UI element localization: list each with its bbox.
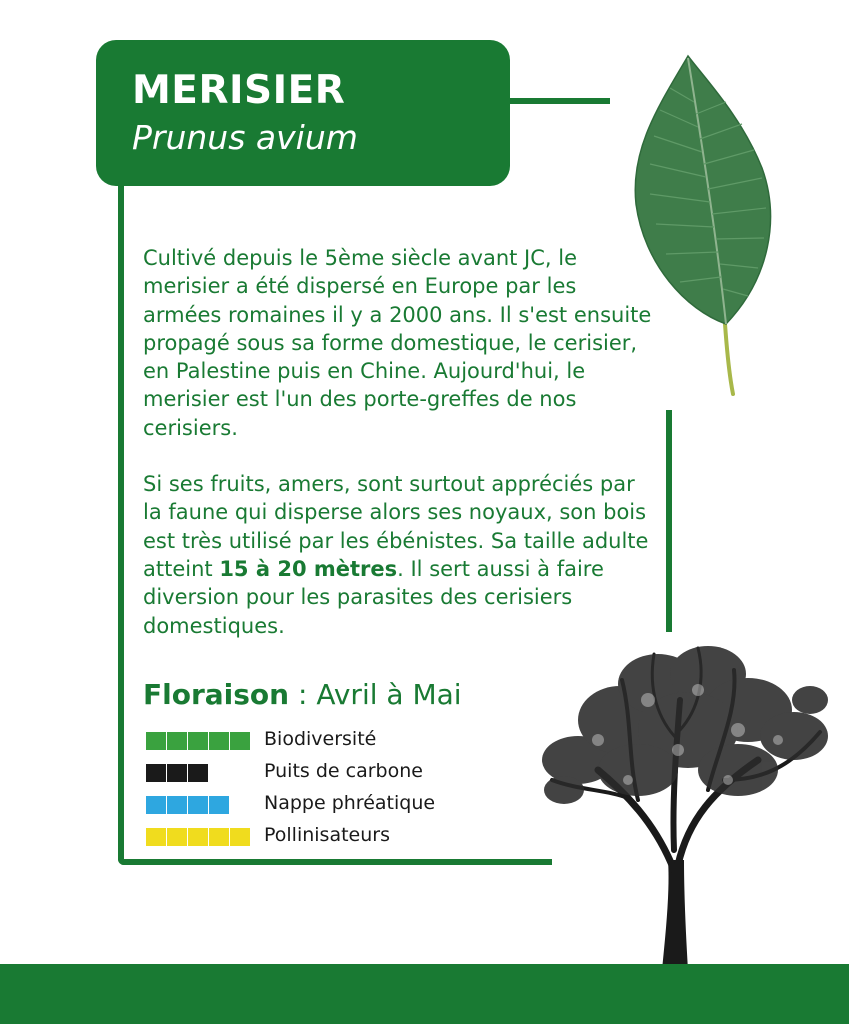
rating-block <box>188 764 208 782</box>
rating-block <box>167 828 187 846</box>
rating-block <box>230 828 250 846</box>
tree-illustration <box>538 640 838 970</box>
rating-row <box>146 760 476 792</box>
rating-block <box>146 828 166 846</box>
rating-block <box>167 796 187 814</box>
footer-band <box>0 964 849 1024</box>
rating-row <box>146 792 476 824</box>
description <box>143 244 653 640</box>
adult-height-value: 15 à 20 mètres <box>219 556 398 581</box>
ratings-list <box>146 728 476 856</box>
paragraph-2-text-end: . Il sert aussi à faire diversion pour les parasites des cerisiers domestiques. <box>143 556 604 638</box>
rating-row <box>146 824 476 856</box>
rating-block <box>167 732 187 750</box>
description-paragraph-2 <box>143 470 653 640</box>
rating-block <box>146 764 166 782</box>
flowering-period <box>143 678 462 711</box>
frame-bottom-border <box>118 859 552 865</box>
rating-blocks <box>146 764 209 782</box>
leaf-blade <box>635 56 770 324</box>
rating-block <box>230 732 250 750</box>
cherry-leaf-icon <box>630 52 780 402</box>
tree-trunk <box>662 860 688 970</box>
rating-block <box>167 764 187 782</box>
rating-block <box>188 828 208 846</box>
rating-block <box>188 796 208 814</box>
species-title: MERISIER <box>132 68 346 113</box>
frame-left-border <box>118 180 124 865</box>
leaf-stem <box>725 324 733 394</box>
description-paragraph-1: Cultivé depuis le 5ème siècle avant JC, le merisier a été dispersé en Europe par les armées romaines il y a 2000 ans. Il s'est ensuite propagé sous sa forme domestique, le cerisier, en Palestine puis en Chine. Aujourd'hui, le merisier est l'un des porte-greffes de nos cerisiers. <box>143 246 652 440</box>
rating-label: Nappe phréatique <box>264 792 436 814</box>
rating-block <box>209 828 229 846</box>
flowering-label: Floraison <box>143 678 290 711</box>
paragraph-2-text-start: Si ses fruits, amers, sont surtout appréciés par la faune qui disperse alors ses noyaux, son bois est très utilisé par les ébénistes. Sa taille adulte atteint <box>143 472 649 581</box>
rating-block <box>146 796 166 814</box>
rating-blocks <box>146 796 230 814</box>
rating-label: Pollinisateurs <box>264 824 390 846</box>
rating-blocks <box>146 828 251 846</box>
title-header <box>96 40 510 186</box>
latin-name: Prunus avium <box>132 118 358 157</box>
flowering-value: Avril à Mai <box>316 678 462 711</box>
rating-row <box>146 728 476 760</box>
rating-block <box>209 796 229 814</box>
rating-blocks <box>146 732 251 750</box>
rating-label: Biodiversité <box>264 728 377 750</box>
frame-right-border <box>666 410 672 632</box>
flowering-separator: : <box>289 678 317 711</box>
rating-block <box>146 732 166 750</box>
tree-foliage <box>542 646 828 804</box>
rating-block <box>188 732 208 750</box>
header-connector-line <box>500 98 610 104</box>
rating-label: Puits de carbone <box>264 760 423 782</box>
rating-block <box>209 732 229 750</box>
